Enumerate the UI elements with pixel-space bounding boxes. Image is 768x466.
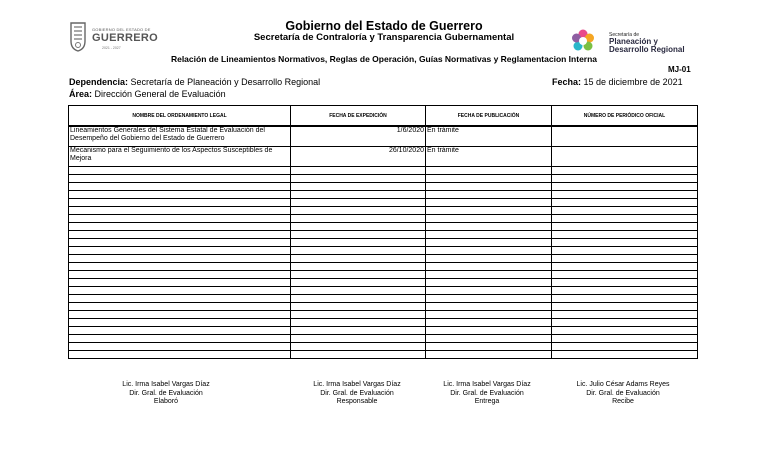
signer-title: Dir. Gral. de Evaluación (129, 389, 203, 397)
empty-table-cell (426, 311, 552, 319)
empty-table-cell (69, 231, 291, 239)
empty-table-row (69, 303, 698, 311)
empty-table-cell (291, 183, 426, 191)
empty-table-cell (69, 319, 291, 327)
empty-table-cell (69, 183, 291, 191)
empty-table-cell (552, 335, 698, 343)
empty-table-cell (552, 287, 698, 295)
empty-table-cell (552, 271, 698, 279)
signer-name: Lic. Irma Isabel Vargas Díaz (122, 381, 210, 388)
empty-table-cell (426, 167, 552, 175)
empty-table-cell (291, 327, 426, 335)
empty-table-cell (426, 255, 552, 263)
area-line: Área: Dirección General de Evaluación (69, 89, 226, 99)
empty-table-cell (69, 199, 291, 207)
empty-table-cell (291, 231, 426, 239)
empty-table-cell (552, 175, 698, 183)
empty-table-cell (426, 263, 552, 271)
empty-table-cell (69, 335, 291, 343)
table-header-row (69, 106, 698, 127)
empty-table-cell (291, 343, 426, 351)
fecha-label: Fecha (552, 77, 579, 87)
empty-table-row (69, 351, 698, 359)
table-cell: En trámite (426, 147, 552, 167)
signer-role: Recibe (612, 398, 634, 405)
empty-table-cell (552, 295, 698, 303)
empty-table-cell (552, 343, 698, 351)
empty-table-row (69, 183, 698, 191)
empty-table-cell (69, 271, 291, 279)
empty-table-cell (69, 167, 291, 175)
empty-table-cell (552, 167, 698, 175)
empty-table-cell (426, 287, 552, 295)
empty-table-row (69, 215, 698, 223)
empty-table-row (69, 271, 698, 279)
empty-table-cell (426, 279, 552, 287)
empty-table-cell (426, 343, 552, 351)
empty-table-cell (426, 239, 552, 247)
empty-table-cell (426, 215, 552, 223)
table-cell (552, 147, 698, 167)
empty-table-cell (69, 327, 291, 335)
empty-table-cell (69, 287, 291, 295)
empty-table-cell (291, 279, 426, 287)
empty-table-cell (291, 215, 426, 223)
table-row (69, 147, 698, 167)
empty-table-cell (552, 303, 698, 311)
signer-role: Elaboró (153, 398, 179, 405)
signer-name: Lic. Julio César Adams Reyes (576, 381, 670, 388)
signature-block (91, 381, 241, 407)
empty-table-cell (426, 319, 552, 327)
fecha-line: Fecha: 15 de diciembre de 2021 (552, 77, 683, 87)
empty-table-row (69, 247, 698, 255)
empty-table-cell (426, 247, 552, 255)
empty-table-row (69, 239, 698, 247)
empty-table-row (69, 167, 698, 175)
signer-name: Lic. Irma Isabel Vargas Díaz (313, 381, 401, 388)
empty-table-cell (291, 199, 426, 207)
empty-table-cell (552, 223, 698, 231)
empty-table-cell (69, 279, 291, 287)
empty-table-cell (69, 351, 291, 359)
empty-table-cell (426, 335, 552, 343)
empty-table-cell (552, 231, 698, 239)
empty-table-cell (69, 263, 291, 271)
flower-logo-icon (571, 29, 595, 53)
empty-table-cell (426, 199, 552, 207)
logo-small-text: Secretaría de (609, 32, 640, 38)
empty-table-cell (426, 327, 552, 335)
empty-table-cell (291, 255, 426, 263)
empty-table-cell (291, 191, 426, 199)
empty-table-row (69, 311, 698, 319)
empty-table-cell (291, 223, 426, 231)
column-header: NOMBRE DEL ORDENAMIENTO LEGAL (69, 106, 291, 127)
empty-table-cell (426, 191, 552, 199)
signer-title: Dir. Gral. de Evaluación (320, 389, 394, 397)
empty-table-cell (552, 351, 698, 359)
signature-block (412, 381, 562, 407)
empty-table-row (69, 287, 698, 295)
table-cell: En trámite (426, 126, 552, 147)
empty-table-cell (291, 351, 426, 359)
empty-table-cell (552, 319, 698, 327)
empty-table-row (69, 207, 698, 215)
empty-table-cell (552, 183, 698, 191)
report-title: Relación de Lineamientos Normativos, Reglas de Operación, Guías Normativas y Reglamentacion Interna (170, 54, 598, 64)
table-cell: Lineamientos Generales del Sistema Estatal de Evaluación del Desempeño del Gobierno del Estado de Guerrero (69, 126, 291, 147)
table-cell (552, 126, 698, 147)
logo-name-line1: Planeación y (609, 37, 658, 46)
dependencia-line: Dependencia: Secretaría de Planeación y Desarrollo Regional (69, 77, 321, 87)
empty-table-cell (69, 207, 291, 215)
empty-table-row (69, 175, 698, 183)
page-title: Gobierno del Estado de Guerrero (285, 19, 483, 33)
empty-table-row (69, 335, 698, 343)
empty-table-cell (69, 303, 291, 311)
table-cell: 26/10/2020 (291, 147, 426, 167)
logo-name-line2: Desarrollo Regional (609, 45, 685, 54)
empty-table-cell (552, 311, 698, 319)
empty-table-cell (552, 207, 698, 215)
empty-table-cell (426, 231, 552, 239)
empty-table-cell (426, 223, 552, 231)
empty-table-cell (426, 351, 552, 359)
empty-table-row (69, 327, 698, 335)
ordinances-table (68, 105, 698, 359)
area-value: Dirección General de Evaluación (94, 89, 226, 99)
empty-table-cell (426, 183, 552, 191)
empty-table-cell (291, 247, 426, 255)
empty-table-cell (291, 311, 426, 319)
empty-table-cell (552, 255, 698, 263)
empty-table-cell (69, 247, 291, 255)
column-header: NÚMERO DE PERIÓDICO OFICIAL (552, 106, 698, 127)
empty-table-cell (552, 279, 698, 287)
empty-table-cell (69, 175, 291, 183)
empty-table-cell (291, 295, 426, 303)
empty-table-cell (291, 167, 426, 175)
empty-table-cell (291, 303, 426, 311)
empty-table-cell (426, 175, 552, 183)
area-label: Área (69, 89, 90, 99)
empty-table-cell (69, 295, 291, 303)
table-cell: 1/6/2020 (291, 126, 426, 147)
signature-block (548, 381, 698, 407)
empty-table-row (69, 319, 698, 327)
empty-table-cell (291, 319, 426, 327)
page-subtitle: Secretaría de Contraloría y Transparencia Gubernamental (253, 32, 515, 43)
empty-table-cell (69, 223, 291, 231)
empty-table-cell (69, 191, 291, 199)
empty-table-row (69, 199, 698, 207)
empty-table-cell (291, 263, 426, 271)
empty-table-cell (552, 327, 698, 335)
empty-table-row (69, 295, 698, 303)
signer-title: Dir. Gral. de Evaluación (450, 389, 524, 397)
empty-table-cell (552, 191, 698, 199)
empty-table-cell (291, 335, 426, 343)
empty-table-cell (426, 295, 552, 303)
empty-table-row (69, 255, 698, 263)
column-header: FECHA DE PUBLICACIÓN (426, 106, 552, 127)
empty-table-cell (291, 175, 426, 183)
empty-table-cell (552, 263, 698, 271)
empty-table-cell (552, 239, 698, 247)
empty-table-cell (69, 255, 291, 263)
empty-table-row (69, 191, 698, 199)
dependencia-value: Secretaría de Planeación y Desarrollo Regional (130, 77, 321, 87)
empty-table-row (69, 263, 698, 271)
empty-table-cell (291, 239, 426, 247)
logo-small-text: GOBIERNO DEL ESTADO DE (92, 27, 151, 32)
signature-block (282, 381, 432, 407)
signer-name: Lic. Irma Isabel Vargas Díaz (443, 381, 531, 388)
dependencia-label: Dependencia (69, 77, 126, 87)
empty-table-row (69, 343, 698, 351)
empty-table-cell (291, 271, 426, 279)
form-code: MJ-01 (668, 65, 691, 74)
logo-period: 2021 - 2027 (102, 46, 121, 50)
empty-table-cell (291, 207, 426, 215)
empty-table-cell (426, 303, 552, 311)
empty-table-cell (552, 215, 698, 223)
column-header: FECHA DE EXPEDICIÓN (291, 106, 426, 127)
empty-table-cell (291, 287, 426, 295)
empty-table-cell (69, 311, 291, 319)
logo-name: GUERRERO (92, 32, 158, 44)
signer-role: Responsable (336, 398, 378, 405)
empty-table-cell (69, 239, 291, 247)
fecha-value: 15 de diciembre de 2021 (583, 77, 683, 87)
empty-table-cell (69, 215, 291, 223)
empty-table-cell (552, 247, 698, 255)
empty-table-row (69, 231, 698, 239)
table-row (69, 126, 698, 147)
empty-table-row (69, 223, 698, 231)
empty-table-cell (69, 343, 291, 351)
sepladere-logo (571, 29, 691, 57)
logo-name (609, 38, 685, 54)
signer-title: Dir. Gral. de Evaluación (586, 389, 660, 397)
empty-table-cell (426, 271, 552, 279)
signer-role: Entrega (474, 398, 500, 405)
empty-table-row (69, 279, 698, 287)
empty-table-cell (552, 199, 698, 207)
table-cell: Mecanismo para el Seguimiento de los Aspectos Susceptibles de Mejora (69, 147, 291, 167)
empty-table-cell (426, 207, 552, 215)
